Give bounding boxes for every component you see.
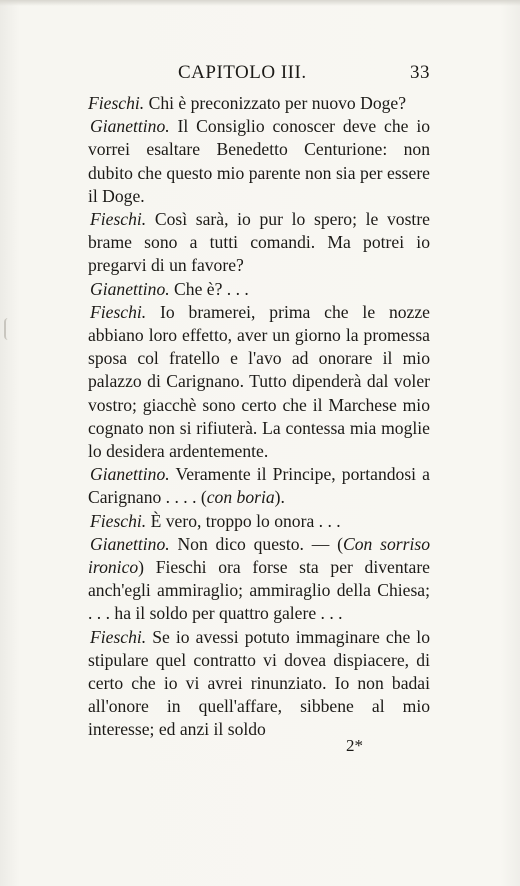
dialogue-paragraph [88,510,430,533]
body-text [88,92,430,742]
dialogue-text: Così sarà, io pur lo spero; le vostre brame sono a tutti comandi. Ma potrei io pregarvi di un favore? [88,209,430,276]
dialogue-text: Veramente il Principe, portandosi a Carignano . . . . ( [88,464,430,508]
speaker-name: Gianettino. [90,278,170,299]
dialogue-text: È vero, troppo lo onora . . . [146,510,341,531]
dialogue-text: Che è? . . . [169,278,249,299]
dialogue-paragraph [88,533,430,626]
dialogue-text: Se io avessi potuto immaginare che lo stipulare quel contratto vi dovea dispiacere, di certo che io vi avrei rinunziato. Io non badai all'onore in quell'affare, sibbene al mio interesse; ed anzi il soldo [88,626,430,740]
signature-mark: 2* [346,736,363,755]
binding-mark [4,318,14,340]
speaker-name: Fieschi. [90,301,147,322]
running-header [88,62,430,88]
dialogue-text: Non dico questo. — ( [169,533,343,554]
dialogue-paragraph [88,278,430,301]
speaker-name: Fieschi. [90,510,147,531]
dialogue-text-after: ) Fieschi ora forse sta per diventare anch'egli ammiraglio; ammiraglio della Chiesa; . . . ha il soldo per quattro galere . . . [88,557,430,624]
speaker-name: Gianettino. [90,533,170,554]
dialogue-paragraph [88,92,430,115]
dialogue-paragraph [88,626,430,742]
speaker-name: Fieschi. [90,626,147,647]
speaker-name: Gianettino. [90,464,170,485]
dialogue-text: Io bramerei, prima che le nozze abbiano loro effetto, aver un giorno la promessa sposa col fratello e l'avo ad onorare il mio palazzo di Carignano. Tutto dipenderà dal voler vostro; giacchè sono certo che il Marchese mio cognato non si rifiuterà. La contessa mia moglie lo desidera ardentemente. [88,301,430,462]
page-top-edge [0,0,520,6]
dialogue-paragraph [88,115,430,208]
speaker-name: Fieschi. [90,209,147,230]
speaker-name: Fieschi. [88,93,145,113]
dialogue-paragraph [88,463,430,509]
dialogue-text: Chi è preconizzato per nuovo Doge? [144,93,407,113]
speaker-name: Gianettino. [90,116,170,137]
dialogue-paragraph [88,208,430,278]
dialogue-text: Il Consiglio conoscer deve che io vorrei esaltare Benedetto Centurione: non dubito che questo mio parente non sia per essere il Doge. [88,116,430,206]
dialogue-paragraph [88,301,430,463]
dialogue-text-after: ). [274,487,285,508]
stage-direction: con boria [206,487,275,508]
page-number: 33 [410,62,430,83]
stage-direction: Con sorriso ironico [88,533,430,578]
chapter-title: CAPITOLO III. [178,62,307,83]
